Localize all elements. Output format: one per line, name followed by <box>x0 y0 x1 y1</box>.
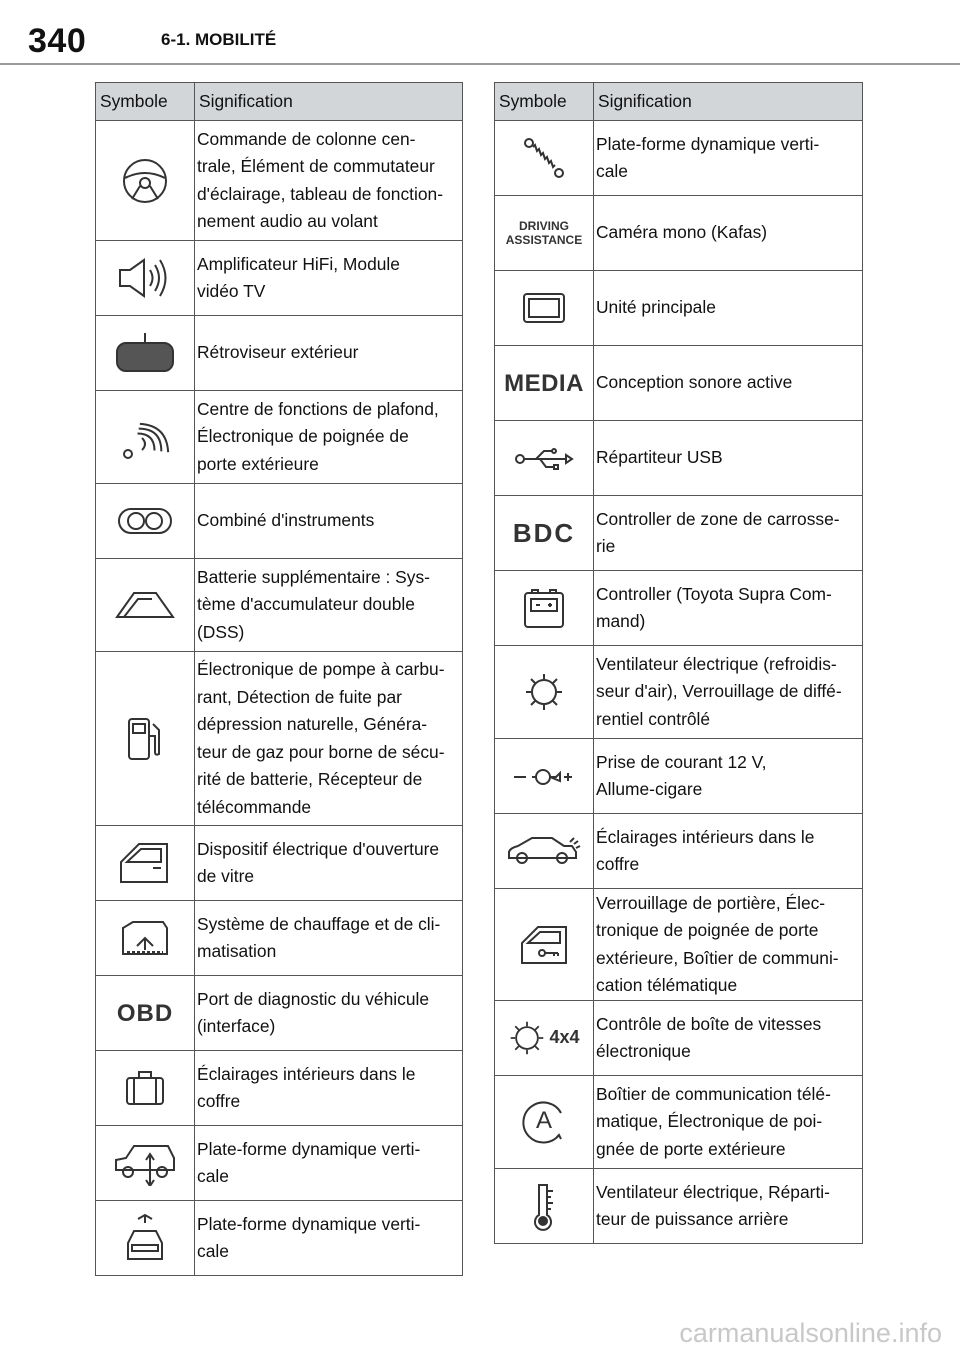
display-screen-icon <box>522 292 566 324</box>
watermark: carmanualsonline.info <box>679 1318 942 1348</box>
page-header <box>0 0 960 70</box>
row-meaning: Controller (Toyota Supra Com- mand) <box>594 571 863 646</box>
power-plug-icon <box>512 766 576 788</box>
row-meaning: Ventilateur électrique, Réparti- teur de puissance arrière <box>594 1169 863 1244</box>
table-row <box>96 316 463 391</box>
row-meaning: Électronique de pompe à carbu- rant, Détection de fuite par dépression naturelle, Généra- teur de gaz pour borne de sécu- rité de batterie, Récepteur de télécommande <box>195 652 463 826</box>
table-row <box>96 976 463 1051</box>
table-row <box>495 1076 863 1169</box>
usb-icon <box>514 447 574 471</box>
table-row <box>96 484 463 559</box>
row-meaning: Centre de fonctions de plafond, Électronique de poignée de porte extérieure <box>195 391 463 484</box>
row-meaning: Boîtier de communication télé- matique, Électronique de poi- gnée de porte extérieure <box>594 1076 863 1169</box>
table-row <box>495 421 863 496</box>
table-row <box>96 391 463 484</box>
row-meaning: Conception sonore active <box>594 346 863 421</box>
door-key-icon <box>518 923 570 967</box>
table-row: 4x4 Contrôle de boîte de vitesses électronique <box>495 1001 863 1076</box>
symbol-table-left <box>95 82 463 1276</box>
row-meaning: Ventilateur électrique (refroidis- seur d'air), Verrouillage de diffé- rentiel contrôlé <box>594 646 863 739</box>
row-meaning: Répartiteur USB <box>594 421 863 496</box>
column-header-symbol: Symbole <box>495 83 594 121</box>
section-title: 6-1. MOBILITÉ <box>161 30 277 49</box>
row-meaning: Plate-forme dynamique verti- cale <box>195 1126 463 1201</box>
car-roof-icon <box>114 587 176 623</box>
table-row <box>495 571 863 646</box>
climate-control-icon <box>119 918 171 958</box>
fuel-pump-icon <box>125 716 165 762</box>
suv-height-icon <box>112 1140 178 1186</box>
table-row <box>495 496 863 571</box>
thermometer-icon <box>529 1181 559 1231</box>
table-row <box>96 1201 463 1276</box>
row-meaning: Combiné d'instruments <box>195 484 463 559</box>
table-row <box>495 346 863 421</box>
table-row <box>96 1051 463 1126</box>
table-row <box>495 271 863 346</box>
row-meaning: Système de chauffage et de cli- matisation <box>195 901 463 976</box>
table-row <box>96 559 463 652</box>
speaker-icon <box>116 256 174 300</box>
header-divider <box>0 63 960 65</box>
row-meaning: Batterie supplémentaire : Sys- tème d'accumulateur double (DSS) <box>195 559 463 652</box>
table-row <box>96 241 463 316</box>
row-meaning: Plate-forme dynamique verti- cale <box>594 121 863 196</box>
table-row <box>96 826 463 901</box>
luggage-icon <box>123 1068 167 1108</box>
coil-spring-icon <box>521 135 567 181</box>
table-row <box>495 196 863 271</box>
battery-box-icon <box>522 587 566 629</box>
row-meaning: Verrouillage de portière, Élec- tronique de poignée de porte extérieure, Boîtier de communi- cation télématique <box>594 889 863 1001</box>
table-row <box>96 1126 463 1201</box>
driving-assistance-icon: DRIVING ASSISTANCE <box>505 219 583 248</box>
table-row <box>96 901 463 976</box>
row-meaning: Caméra mono (Kafas) <box>594 196 863 271</box>
car-door-window-icon <box>117 840 173 886</box>
row-meaning: Dispositif électrique d'ouverture de vitre <box>195 826 463 901</box>
table-row <box>495 121 863 196</box>
table-row <box>495 739 863 814</box>
symbol-table-right <box>494 82 863 1244</box>
bdc-icon: BDC <box>512 517 576 548</box>
car-trunk-icon <box>506 834 582 868</box>
table-row <box>495 814 863 889</box>
table-row <box>495 889 863 1001</box>
page-number: 340 <box>28 22 87 60</box>
obd-icon: OBD <box>116 999 174 1027</box>
column-header-symbol: Symbole <box>96 83 195 121</box>
table-row <box>96 121 463 241</box>
row-meaning: Controller de zone de carrosse- rie <box>594 496 863 571</box>
steering-wheel-icon <box>120 156 170 206</box>
auto-a-icon: A <box>521 1099 567 1145</box>
instrument-cluster-icon <box>117 506 173 536</box>
row-meaning: Éclairages intérieurs dans le coffre <box>195 1051 463 1126</box>
table-row <box>96 652 463 826</box>
table-row <box>495 646 863 739</box>
table-row <box>495 1169 863 1244</box>
row-meaning: Éclairages intérieurs dans le coffre <box>594 814 863 889</box>
row-meaning: Amplificateur HiFi, Module vidéo TV <box>195 241 463 316</box>
row-meaning: Commande de colonne cen- trale, Élément de commutateur d'éclairage, tableau de fonction- nement audio au volant <box>195 121 463 241</box>
row-meaning: Port de diagnostic du véhicule (interface) <box>195 976 463 1051</box>
row-meaning: Prise de courant 12 V, Allume-cigare <box>594 739 863 814</box>
fan-gear-icon <box>523 671 565 713</box>
row-meaning: Unité principale <box>594 271 863 346</box>
car-front-lift-icon <box>122 1213 168 1263</box>
row-meaning: Plate-forme dynamique verti- cale <box>195 1201 463 1276</box>
row-meaning: Contrôle de boîte de vitesses électronique <box>594 1001 863 1076</box>
wireless-signal-icon <box>120 412 170 462</box>
media-icon: MEDIA <box>504 369 584 397</box>
gear-4x4-icon <box>508 1019 546 1057</box>
column-header-meaning: Signification <box>195 83 463 121</box>
rearview-mirror-icon <box>114 331 176 375</box>
column-header-meaning: Signification <box>594 83 863 121</box>
row-meaning: Rétroviseur extérieur <box>195 316 463 391</box>
